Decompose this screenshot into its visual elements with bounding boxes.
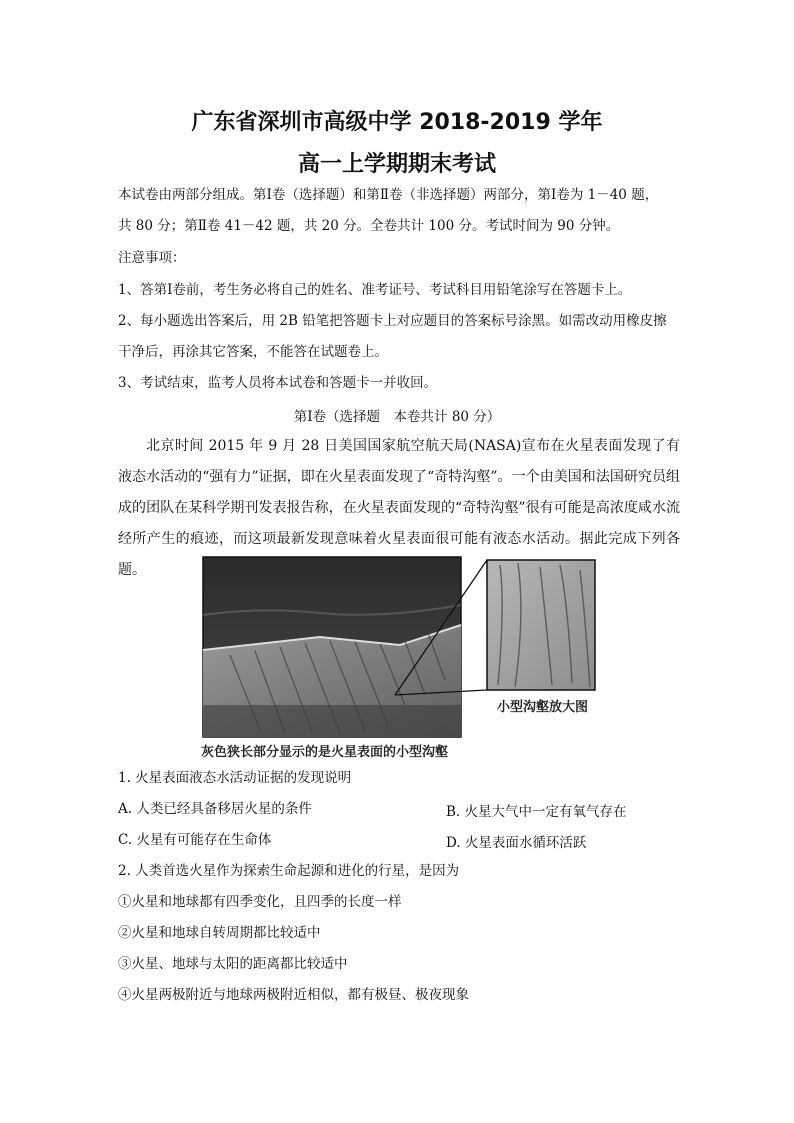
question-1-stem: 1. 火星表面液态水活动证据的发现说明: [118, 770, 352, 786]
question-1-option-d: D. 火星表面水循环活跃: [446, 835, 587, 851]
notice-item-2-line-2: 干净后，再涂其它答案，不能答在试题卷上。: [118, 344, 388, 360]
notice-item-2-line-1: 2、每小题选出答案后，用 2B 铅笔把答题卡上对应题目的答案标号涂黑。如需改动用橡皮擦: [118, 313, 667, 329]
question-2-stem: 2. 人类首选火星作为探索生命起源和进化的行星，是因为: [118, 863, 460, 879]
page-subtitle: 高一上学期期末考试: [297, 152, 496, 177]
question-1-option-b: B. 火星大气中一定有氧气存在: [446, 804, 627, 820]
figure-caption-main: 灰色狭长部分显示的是火星表面的小型沟壑: [201, 745, 449, 760]
question-2-statement-1: ①火星和地球都有四季变化，且四季的长度一样: [118, 894, 402, 910]
question-1-option-a: A. 人类已经具备移居火星的条件: [118, 801, 312, 817]
figure: [200, 555, 600, 765]
question-2-statement-2: ②火星和地球自转周期都比较适中: [118, 925, 321, 941]
question-2-statement-3: ③火星、地球与太阳的距离都比较适中: [118, 956, 348, 972]
notice-item-3: 3、考试结束，监考人员将本试卷和答题卡一并收回。: [118, 375, 438, 391]
intro-line-2: 共 80 分；第Ⅱ卷 41－42 题，共 20 分。全卷共计 100 分。考试时间为 90 分钟。: [118, 218, 620, 234]
notice-item-1: 1、答第Ⅰ卷前，考生务必将自己的姓名、准考证号、考试科目用铅笔涂写在答题卡上。: [118, 282, 632, 298]
section-heading: 第Ⅰ卷（选择题 本卷共计 80 分）: [293, 409, 501, 425]
question-2-statement-4: ④火星两极附近与地球两极附近相似，都有极昼、极夜现象: [118, 987, 469, 1003]
figure-caption-zoom: 小型沟壑放大图: [497, 700, 589, 715]
question-1-option-c: C. 火星有可能存在生命体: [118, 832, 272, 848]
page-title: 广东省深圳市高级中学 2018-2019 学年: [191, 110, 603, 135]
intro-line-1: 本试卷由两部分组成。第Ⅰ卷（选择题）和第Ⅱ卷（非选择题）两部分，第Ⅰ卷为 1－40 题，: [118, 187, 659, 203]
passage-text: 北京时间 2015 年 9 月 28 日美国国家航空航天局(NASA)宣布在火星表面发现了有液态水活动的“强有力”证据，即在火星表面发现了“奇特沟壑”。一个由美国和法国研究员组成的团队在某科学期刊发表报告称，在火星表面发现的“奇特沟壑”很有可能是高浓度咸水流经所产生的痕迹，而这项最新发现意味着火星表面很可能有液态水活动。据此完成下列各题。: [118, 438, 680, 578]
mars-gully-photo: [200, 555, 600, 765]
notice-heading: 注意事项：: [118, 250, 186, 266]
